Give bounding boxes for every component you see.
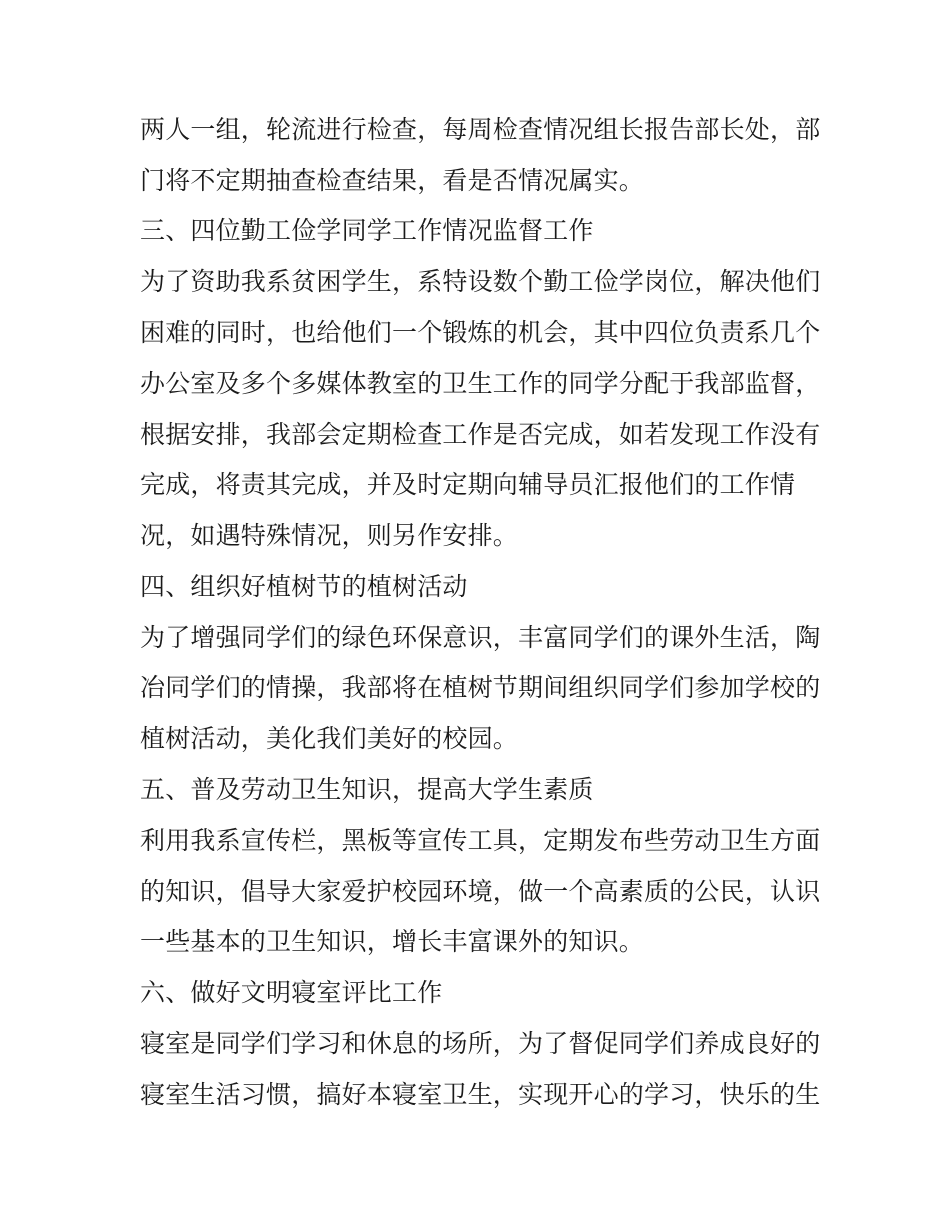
paragraph-line: 冶同学们的情操，我部将在植树节期间组织同学们参加学校的 (140, 673, 821, 702)
paragraph-line: 利用我系宣传栏，黑板等宣传工具，定期发布些劳动卫生方面 (140, 826, 821, 855)
paragraph-line: 门将不定期抽查检查结果，看是否情况属实。 (140, 166, 645, 195)
paragraph-line: 一些基本的卫生知识，增长丰富课外的知识。 (140, 927, 645, 956)
paragraph-line: 根据安排，我部会定期检查工作是否完成，如若发现工作没有 (140, 420, 821, 449)
section-heading: 三、四位勤工俭学同学工作情况监督工作 (140, 216, 594, 245)
paragraph-line: 办公室及多个多媒体教室的卫生工作的同学分配于我部监督， (140, 369, 821, 398)
paragraph-line: 植树活动，美化我们美好的校园。 (140, 724, 519, 753)
section-heading: 四、组织好植树节的植树活动 (140, 572, 468, 601)
paragraph-line: 完成，将责其完成，并及时定期向辅导员汇报他们的工作情 (140, 470, 796, 499)
paragraph-line: 困难的同时，也给他们一个锻炼的机会，其中四位负责系几个 (140, 318, 821, 347)
section-heading: 五、普及劳动卫生知识，提高大学生素质 (140, 775, 594, 804)
paragraph-line: 为了资助我系贫困学生，系特设数个勤工俭学岗位，解决他们 (140, 267, 821, 296)
paragraph-line: 为了增强同学们的绿色环保意识，丰富同学们的课外生活，陶 (140, 623, 821, 652)
paragraph-line: 况，如遇特殊情况，则另作安排。 (140, 521, 519, 550)
section-heading: 六、做好文明寝室评比工作 (140, 978, 443, 1007)
paragraph-line: 的知识，倡导大家爱护校园环境，做一个高素质的公民，认识 (140, 877, 821, 906)
paragraph-line: 寝室生活习惯，搞好本寝室卫生，实现开心的学习，快乐的生 (140, 1080, 821, 1109)
paragraph-line: 寝室是同学们学习和休息的场所，为了督促同学们养成良好的 (140, 1029, 821, 1058)
paragraph-line: 两人一组，轮流进行检查，每周检查情况组长报告部长处，部 (140, 115, 821, 144)
